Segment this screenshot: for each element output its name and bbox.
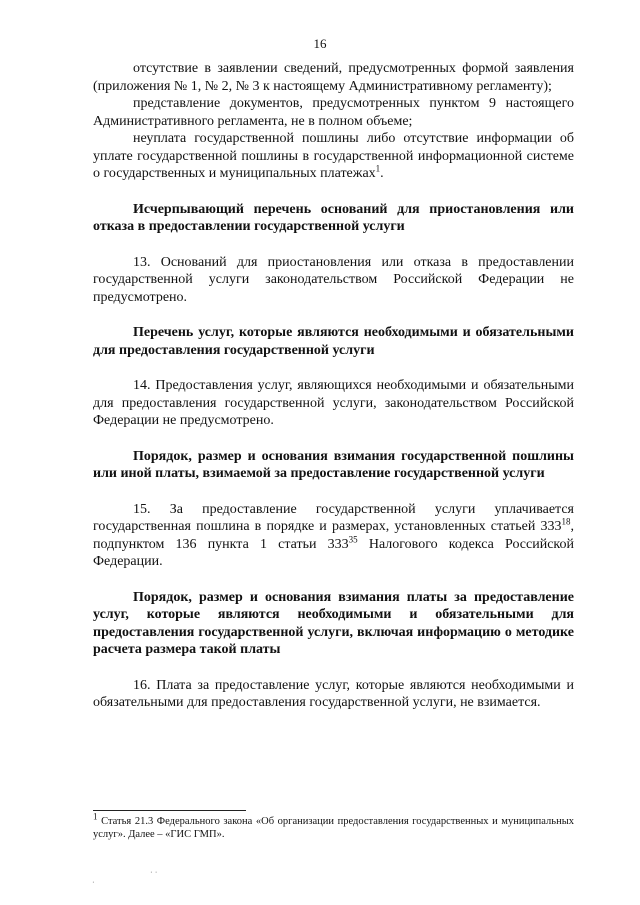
heading-service-fee: Порядок, размер и основания взимания платы за предоставление услуг, которые являются необходимыми и обязательными для предоставления государственной услуги, включая информацию о методике расчета размера такой платы (93, 589, 574, 657)
scan-speck: ⋅ ⋅ (150, 868, 158, 877)
heading-refusal-grounds: Исчерпывающий перечень оснований для приостановления или отказа в предоставлении государственной услуги (93, 201, 574, 234)
paragraph-incomplete-docs: представление документов, предусмотренных пунктом 9 настоящего Административного регламента, не в полном объеме; (93, 96, 574, 129)
footnote: $^1$ Статья 21.3 Федерального закона «Об организации предоставления государственных и муниципальных услуг». Далее – «ГИС ГМП». (93, 811, 574, 840)
heading-state-fee: Порядок, размер и основания взимания государственной пошлины или иной платы, взимаемой за предоставление государственной услуги (93, 448, 574, 481)
paragraph-missing-info: отсутствие в заявлении сведений, предусмотренных формой заявления (приложения № 1, № 2, № 3 к настоящему Административному регламенту); (93, 61, 574, 94)
scan-speck: ⋅ (92, 878, 95, 887)
paragraph-15: 15. За предоставление государственной услуги уплачивается государственная пошлина в порядке и размерах, установленных статьей $333^{18}$, подпунктом 136 пункта 1 статьи $333^{35}$ Налогового кодекса Российской Федерации. (93, 501, 574, 569)
footnote-divider (93, 810, 246, 811)
paragraph-13: 13. Оснований для приостановления или отказа в предоставлении государственной услуги законодательством Российской Федерации не предусмотрено. (93, 254, 574, 305)
page-number: 16 (313, 36, 327, 51)
footnote-ref: 1 (375, 163, 381, 174)
document-body (93, 60, 574, 712)
paragraph-14: 14. Предоставления услуг, являющихся необходимыми и обязательными для предоставления государственной услуги, законодательством Российской Федерации не предусмотрено. (93, 378, 574, 428)
paragraph-16: 16. Плата за предоставление услуг, которые являются необходимыми и обязательными для предоставления государственной услуги, не взимается. (93, 677, 574, 710)
paragraph-unpaid-fee: неуплата государственной пошлины либо отсутствие информации об уплате государственной пошлины в государственной информационной системе о государственных и муниципальных платежах$^1$. (93, 131, 574, 181)
heading-required-services: Перечень услуг, которые являются необходимыми и обязательными для предоставления государственной услуги (93, 325, 574, 358)
